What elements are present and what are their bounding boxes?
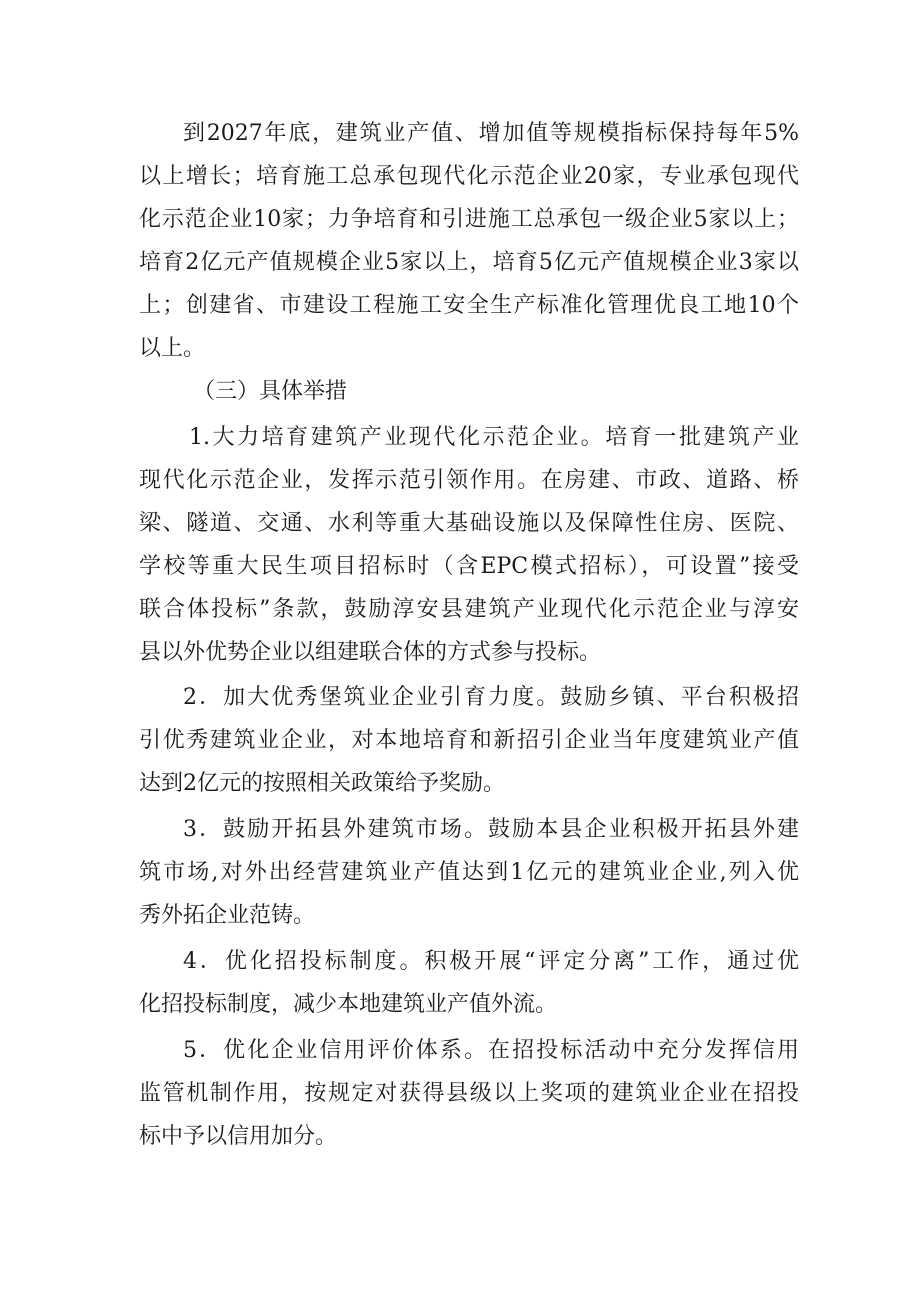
measure-5-line-3: 标中予以信用加分。	[139, 1124, 338, 1149]
measure-5-line-1: 5．优化企业信用评价体系。在招投标活动中充分发挥信用	[183, 1038, 799, 1063]
measure-2-line-1: 2．加大优秀堡筑业企业引育力度。鼓励乡镇、平台积极招	[183, 685, 799, 710]
measure-1-line-1: 1.大力培育建筑产业现代化示范企业。培育一批建筑产业	[189, 425, 799, 450]
measure-2-line-2: 引优秀建筑业企业，对本地培育和新招引企业当年度建筑业产值	[139, 728, 799, 753]
goal-line-5: 上；创建省、市建设工程施工安全生产标准化管理优良工地10个	[139, 293, 799, 318]
goal-line-3: 化示范企业10家；力争培育和引进施工总承包一级企业5家以上；	[139, 207, 799, 232]
measure-3-line-2: 筑市场,对外出经营建筑业产值达到1亿元的建筑业企业,列入优	[139, 860, 799, 885]
measure-1-line-2: 现代化示范企业，发挥示范引领作用。在房建、市政、道路、桥	[139, 468, 799, 493]
measure-4-line-2: 化招投标制度，减少本地建筑业产值外流。	[139, 992, 558, 1017]
measure-3-line-1: 3．鼓励开拓县外建筑市场。鼓励本县企业积极开拓县外建	[183, 817, 799, 842]
goal-line-1: 到2027年底，建筑业产值、增加值等规模指标保持每年5%	[183, 121, 799, 146]
goal-line-6: 以上。	[139, 336, 206, 361]
measure-5-line-2: 监管机制作用，按规定对获得县级以上奖项的建筑业企业在招投	[139, 1081, 799, 1106]
measure-1-line-6: 县以外优势企业以组建联合体的方式参与投标。	[139, 640, 602, 665]
measure-2-line-3: 达到2亿元的按照相关政策给予奖励。	[139, 771, 505, 796]
measure-1-line-5: 联合体投标”条款，鼓励淳安县建筑产业现代化示范企业与淳安	[139, 597, 799, 622]
measure-4-line-1: 4．优化招投标制度。积极开展“评定分离”工作，通过优	[183, 949, 799, 974]
goal-line-4: 培育2亿元产值规模企业5家以上，培育5亿元产值规模企业3家以	[139, 250, 799, 275]
measure-1-line-3: 梁、隧道、交通、水利等重大基础设施以及保障性住房、医院、	[139, 511, 799, 536]
measure-3-line-3: 秀外拓企业范铸。	[139, 903, 316, 928]
measure-1-line-4: 学校等重大民生项目招标时（含EPC模式招标），可设置”接受	[139, 554, 799, 579]
section-heading: （三）具体举措	[193, 379, 348, 404]
goal-line-2: 以上增长；培育施工总承包现代化示范企业20家，专业承包现代	[139, 164, 799, 189]
